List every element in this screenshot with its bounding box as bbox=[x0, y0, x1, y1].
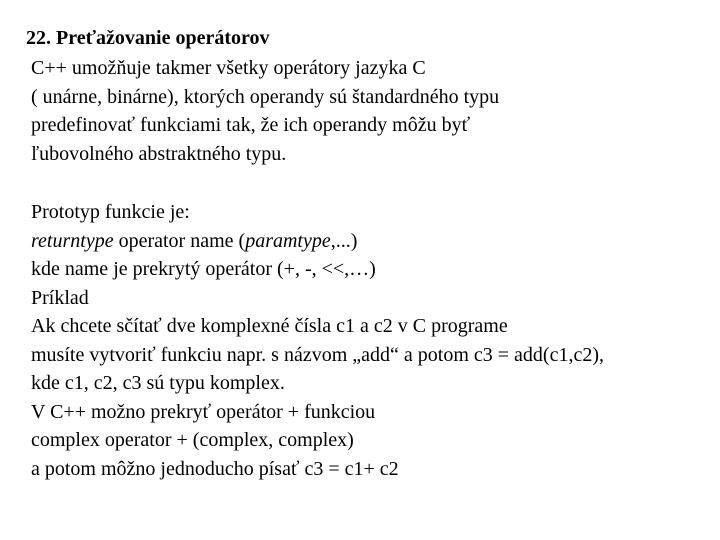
intro-line: ľubovolného abstraktného typu. bbox=[31, 142, 287, 165]
returntype-text: returntype bbox=[31, 229, 114, 252]
intro-line: C++ umožňuje takmer všetky operátory jazyka C bbox=[31, 57, 426, 79]
body-line: Ak chcete sčítať dve komplexné čísla c1 a c2 v C programe bbox=[31, 315, 508, 337]
intro-line: predefinovať funkciami tak, že ich operandy môžu byť bbox=[31, 114, 471, 136]
body-line: kde name je prekrytý operátor (+, -, <<,…) bbox=[31, 258, 376, 280]
body-line: a potom môžno jednoducho písať c3 = c1+ c2 bbox=[31, 457, 399, 480]
prototype-heading: Prototyp funkcie je: bbox=[31, 201, 190, 223]
slide-title: 22. Preťažovanie operátorov bbox=[26, 27, 270, 49]
intro-line: ( unárne, binárne), ktorých operandy sú štandardného typu bbox=[31, 85, 500, 108]
body-line: kde c1, c2, c3 sú typu komplex. bbox=[31, 372, 285, 394]
code-line: complex operator + (complex, complex) bbox=[31, 429, 354, 451]
ellipsis-text: ,...) bbox=[330, 229, 358, 252]
example-heading: Príklad bbox=[31, 286, 89, 309]
paramtype-text: paramtype bbox=[245, 229, 331, 252]
body-line: V C++ možno prekryť operátor + funkciou bbox=[31, 400, 376, 423]
body-line: musíte vytvoriť funkciu napr. s názvom „add“ a potom c3 = add(c1,c2), bbox=[31, 343, 604, 366]
intro-paragraph bbox=[31, 54, 499, 168]
prototype-signature bbox=[31, 227, 604, 256]
body-text bbox=[31, 198, 604, 483]
operator-name-text: operator name ( bbox=[113, 229, 246, 252]
